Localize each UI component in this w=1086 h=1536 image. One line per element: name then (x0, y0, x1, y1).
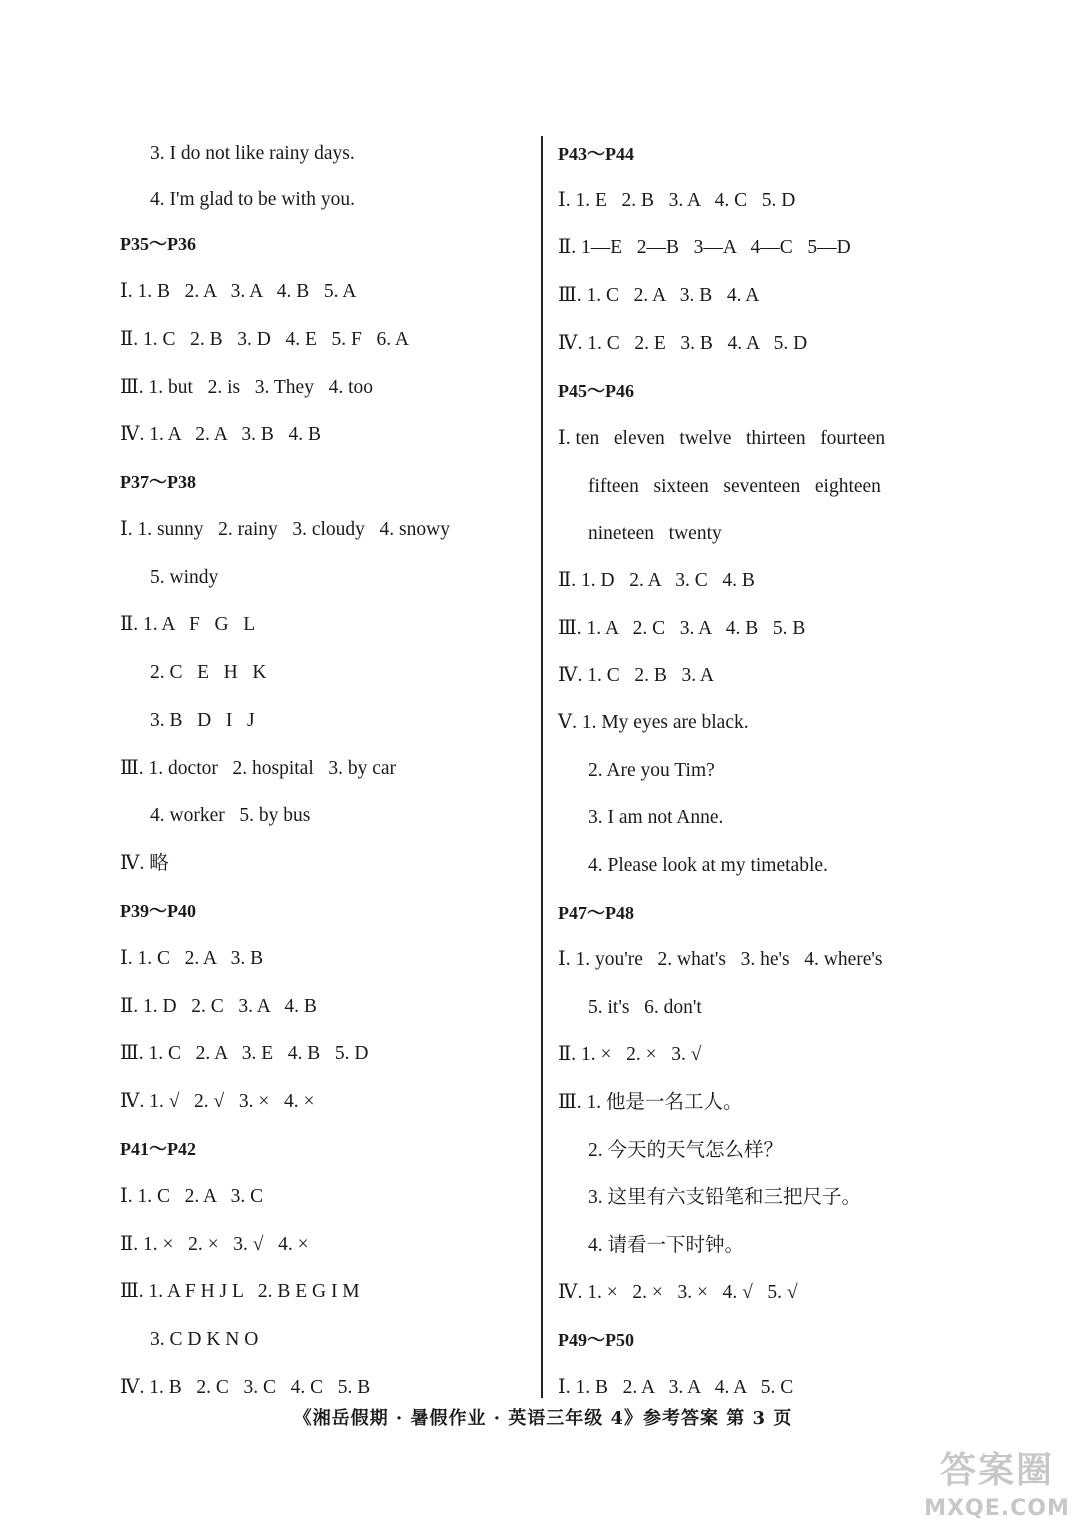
answer-line: Ⅲ. 1. C 2. A 3. B 4. A (558, 285, 760, 306)
answer-line: Ⅳ. 1. B 2. C 3. C 4. C 5. B (120, 1377, 371, 1398)
section-heading: P43～P44 (558, 144, 634, 164)
page-footer (0, 1404, 1086, 1430)
answer-line: Ⅴ. 1. My eyes are black. (558, 712, 749, 733)
answer-line: 2. Are you Tim? (588, 760, 715, 781)
answer-line: Ⅰ. 1. E 2. B 3. A 4. C 5. D (558, 190, 796, 211)
section-heading: P45～P46 (558, 381, 634, 401)
section-heading: P47～P48 (558, 903, 634, 923)
answer-line: Ⅳ. 1. C 2. E 3. B 4. A 5. D (558, 333, 808, 354)
answer-line: 5. windy (150, 567, 219, 588)
answer-line: Ⅰ. 1. you're 2. what's 3. he's 4. where's (558, 949, 883, 970)
answer-line: Ⅳ. 略 (120, 853, 169, 874)
answer-line: Ⅰ. 1. B 2. A 3. A 4. B 5. A (120, 281, 357, 302)
answer-line: Ⅱ. 1. D 2. C 3. A 4. B (120, 996, 317, 1017)
answer-line: 3. B D I J (150, 710, 255, 731)
watermark-url: MXQE.COM (924, 1496, 1070, 1521)
answer-line: Ⅰ. 1. B 2. A 3. A 4. A 5. C (558, 1377, 794, 1398)
section-heading: P39～P40 (120, 901, 196, 921)
answer-line: Ⅱ. 1. A F G L (120, 614, 256, 635)
answer-line: 4. Please look at my timetable. (588, 855, 828, 876)
answer-line: Ⅲ. 1. doctor 2. hospital 3. by car (120, 758, 397, 779)
section-heading: P41～P42 (120, 1139, 196, 1159)
section-heading: P49～P50 (558, 1330, 634, 1350)
answer-line: 3. C D K N O (150, 1329, 259, 1350)
answer-line: Ⅰ. 1. sunny 2. rainy 3. cloudy 4. snowy (120, 519, 450, 540)
answer-line: Ⅰ. 1. C 2. A 3. C (120, 1186, 264, 1207)
answer-line: Ⅱ. 1. C 2. B 3. D 4. E 5. F 6. A (120, 329, 409, 350)
answer-line: Ⅱ. 1. × 2. × 3. √ 4. × (120, 1234, 309, 1255)
answer-line: Ⅰ. ten eleven twelve thirteen fourteen (558, 428, 886, 449)
answer-line: Ⅰ. 1. C 2. A 3. B (120, 948, 264, 969)
section-heading: P35～P36 (120, 234, 196, 254)
answer-line: nineteen twenty (588, 523, 722, 544)
answer-line: Ⅱ. 1—E 2—B 3—A 4—C 5—D (558, 237, 851, 258)
answer-line: 3. 这里有六支铅笔和三把尺子。 (588, 1187, 862, 1208)
footer-text: 《湘岳假期 · 暑假作业 · 英语三年级 4》参考答案 第 3 页 (293, 1408, 793, 1429)
watermark-logo (922, 1442, 1072, 1530)
answer-line: 4. 请看一下时钟。 (588, 1235, 745, 1256)
answer-line: 4. worker 5. by bus (150, 805, 311, 826)
watermark-title: 答案圈 (939, 1450, 1054, 1491)
answer-line: Ⅳ. 1. C 2. B 3. A (558, 665, 714, 686)
answer-line: 4. I'm glad to be with you. (150, 189, 355, 210)
answer-line: Ⅳ. 1. A 2. A 3. B 4. B (120, 424, 321, 445)
answer-line: 2. C E H K (150, 662, 267, 683)
answer-line: 3. I am not Anne. (588, 807, 724, 828)
answer-line: Ⅲ. 1. A F H J L 2. B E G I M (120, 1281, 360, 1302)
answer-line: Ⅲ. 1. A 2. C 3. A 4. B 5. B (558, 618, 806, 639)
answer-line: Ⅳ. 1. √ 2. √ 3. × 4. × (120, 1091, 315, 1112)
answer-line: fifteen sixteen seventeen eighteen (588, 476, 881, 497)
column-divider (541, 136, 543, 1398)
answer-line: Ⅱ. 1. × 2. × 3. √ (558, 1044, 702, 1065)
answer-line: 2. 今天的天气怎么样？ (588, 1140, 784, 1161)
section-heading: P37～P38 (120, 472, 196, 492)
answer-line: 3. I do not like rainy days. (150, 143, 355, 164)
answer-line: Ⅲ. 1. C 2. A 3. E 4. B 5. D (120, 1043, 369, 1064)
answer-line: Ⅲ. 1. but 2. is 3. They 4. too (120, 377, 373, 398)
answer-line: 5. it's 6. don't (588, 997, 702, 1018)
answer-line: Ⅳ. 1. × 2. × 3. × 4. √ 5. √ (558, 1282, 798, 1303)
answer-line: Ⅱ. 1. D 2. A 3. C 4. B (558, 570, 755, 591)
answer-line: Ⅲ. 1. 他是一名工人。 (558, 1092, 743, 1113)
